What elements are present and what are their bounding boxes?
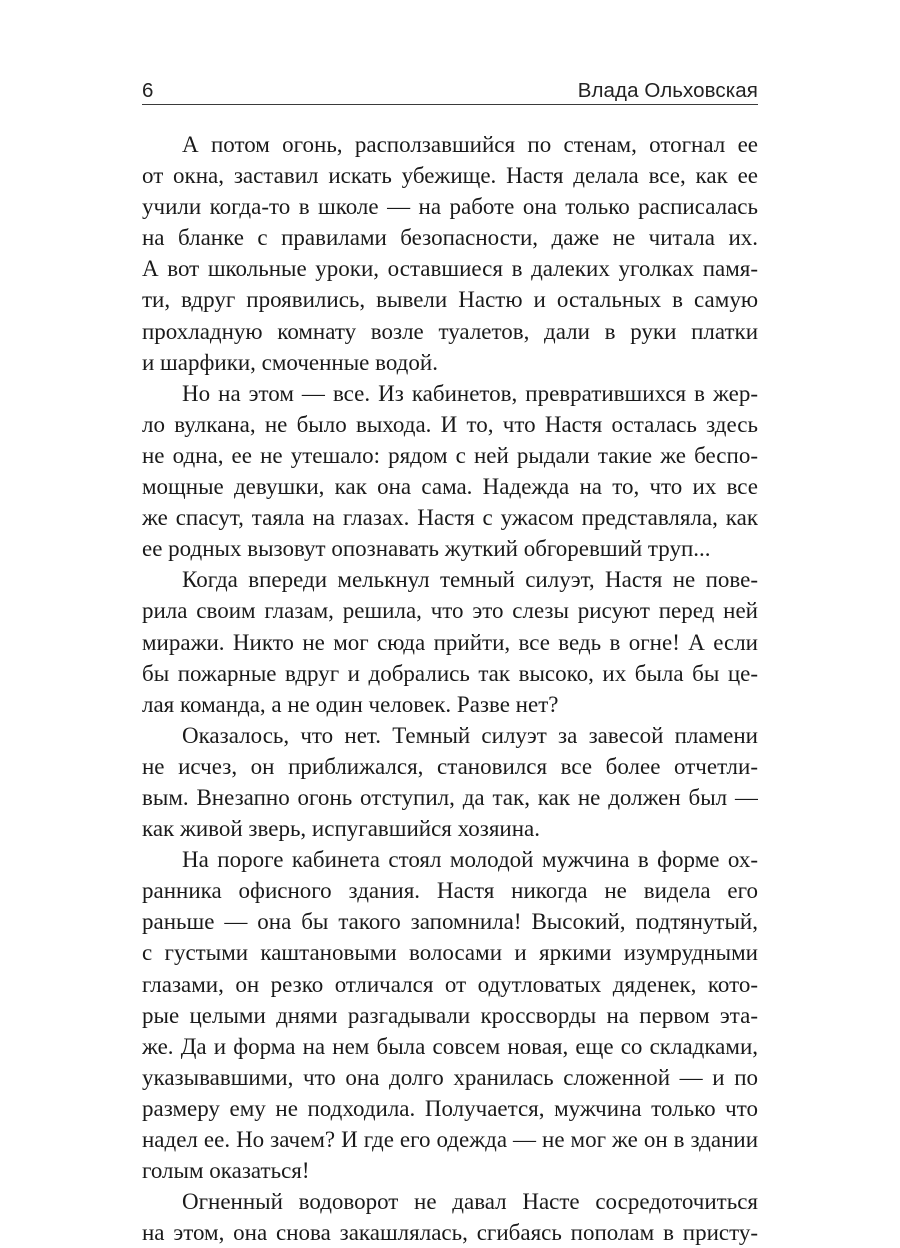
text-line: лая команда, а не один человек. Разве нет? (142, 691, 559, 717)
text-line: Когда впереди мелькнул темный силуэт, Настя не пове- (182, 567, 758, 593)
text-line: не исчез, он приближался, становился все более отчетли- (142, 753, 758, 779)
paragraph (142, 378, 758, 565)
paragraph (142, 1186, 758, 1248)
text-line: на бланке с правилами безопасности, даже не читала их. (142, 225, 758, 251)
text-line: с густыми каштановыми волосами и яркими изумрудными (142, 940, 758, 966)
text-line: вым. Внезапно огонь отступил, да так, как не должен был — (142, 784, 758, 810)
text-line: бы пожарные вдруг и добрались так высоко, их была бы це- (142, 660, 758, 686)
text-line: А потом огонь, расползавшийся по стенам, отогнал ее (182, 132, 758, 157)
text-line: рые целыми днями разгадывали кроссворды на первом эта- (142, 1002, 758, 1028)
text-line: Оказалось, что нет. Темный силуэт за завесой пламени (182, 722, 758, 748)
text-line: размеру ему не подходила. Получается, мужчина только что (142, 1095, 758, 1121)
text-line: как живой зверь, испугавшийся хозяина. (142, 816, 540, 842)
text-line: А вот школьные уроки, оставшиеся в далеких уголках памя- (142, 256, 758, 282)
text-line: миражи. Никто не мог сюда прийти, все ведь в огне! А если (142, 629, 758, 655)
page-number: 6 (142, 79, 154, 102)
text-line: же спасут, таяла на глазах. Настя с ужасом представляла, как (142, 505, 758, 531)
text-line: надел ее. Но зачем? И где его одежда — не мог же он в здании (142, 1127, 758, 1152)
running-header (142, 70, 758, 105)
text-line: рила своим глазам, решила, что это слезы рисуют перед ней (142, 598, 758, 624)
text-line: на этом, она снова закашлялась, сгибаясь пополам в присту- (142, 1220, 758, 1246)
text-line: и шарфики, смоченные водой. (142, 349, 438, 375)
text-line: прохладную комнату возле туалетов, дали в руки платки (142, 318, 758, 344)
text-line: раньше — она бы такого запомнила! Высокий, подтянутый, (142, 909, 758, 935)
text-line: ранника офисного здания. Настя никогда не видела его (142, 878, 758, 904)
text-line: ло вулкана, не было выхода. И то, что Настя осталась здесь (142, 411, 758, 437)
text-line: ее родных вызовут опознавать жуткий обгоревший труп... (142, 536, 711, 562)
text-line: На пороге кабинета стоял молодой мужчина в форме ох- (182, 847, 758, 873)
text-line: голым оказаться! (142, 1158, 310, 1184)
text-line: мощные девушки, как она сама. Надежда на то, что их все (142, 474, 758, 500)
text-line: учили когда-то в школе — на работе она только расписалась (142, 194, 758, 220)
paragraph (142, 844, 758, 1186)
body-text (142, 129, 758, 1248)
text-line: Огненный водоворот не давал Насте сосредоточиться (182, 1189, 758, 1215)
paragraph (142, 129, 758, 378)
text-line: указывавшими, что она долго хранилась сложенной — и по (142, 1064, 758, 1090)
text-line: же. Да и форма на нем была совсем новая, еще со складками, (142, 1033, 758, 1059)
paragraph (142, 720, 758, 844)
text-line: не одна, ее не утешало: рядом с ней рыдали такие же беспо- (142, 442, 758, 468)
author-name: Влада Ольховская (577, 79, 758, 102)
text-line: ти, вдруг проявились, вывели Настю и остальных в самую (142, 287, 758, 313)
text-line: от окна, заставил искать убежище. Настя делала все, как ее (142, 163, 758, 189)
text-line: Но на этом — все. Из кабинетов, превратившихся в жер- (182, 380, 758, 406)
text-line: глазами, он резко отличался от одутловатых дяденек, кото- (142, 971, 758, 997)
paragraph (142, 564, 758, 719)
